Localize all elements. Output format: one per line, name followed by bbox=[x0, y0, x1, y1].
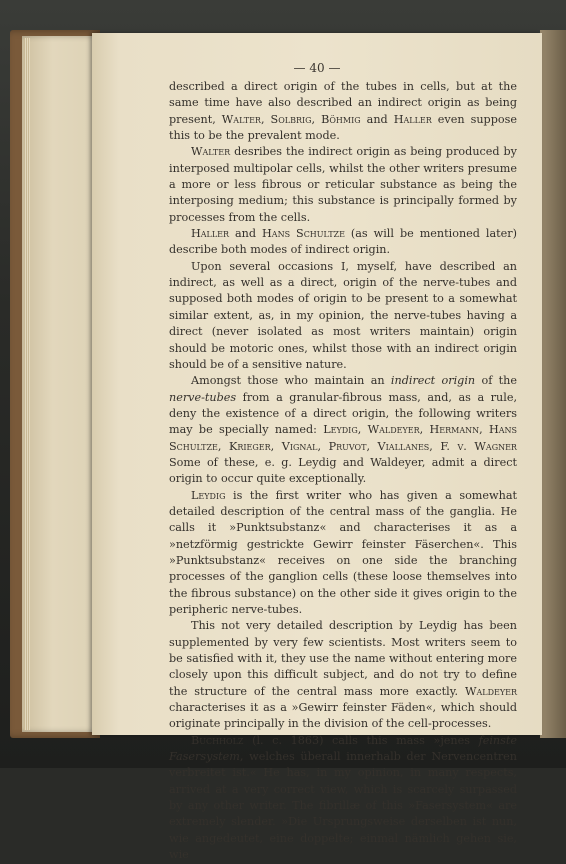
author-name: Waldeyer bbox=[465, 684, 517, 698]
author-name: Hans Schultze bbox=[169, 423, 518, 453]
text-run: , bbox=[429, 439, 441, 453]
paragraph bbox=[169, 618, 517, 732]
author-name: Viallanes bbox=[377, 439, 430, 453]
author-name: Böhmig bbox=[321, 112, 361, 126]
text-run: of the bbox=[475, 374, 517, 388]
author-name: Leydig bbox=[323, 423, 358, 437]
text-run: , bbox=[357, 423, 368, 437]
text-run: , bbox=[217, 439, 230, 453]
text-run: , bbox=[311, 112, 322, 126]
page-number: — 40 — bbox=[293, 61, 341, 75]
text-run: described a direct origin of the tubes in cells, but at the same time have also described an indirect origin as being present, bbox=[169, 80, 517, 126]
text-run: and bbox=[360, 112, 394, 126]
emphasis-text: indirect origin bbox=[390, 374, 476, 388]
paragraph bbox=[169, 226, 517, 259]
paragraph bbox=[169, 259, 517, 373]
author-name: Walter bbox=[191, 145, 231, 159]
text-run: , bbox=[419, 423, 430, 437]
text-run: , bbox=[366, 439, 378, 453]
book-page bbox=[92, 33, 542, 862]
paragraph bbox=[169, 144, 517, 226]
text-run: This not very detailed description by Leydig has been supplemented by very few scientists. Most writers seem to be satisfied with it, they use the name without entering more closely upon this difficult subject, and do not try to define the structure of the central mass more exactly. bbox=[169, 619, 517, 698]
right-page-edge bbox=[540, 30, 566, 738]
text-run: even suppose this to be the prevalent mode. bbox=[169, 112, 517, 143]
author-name: Pruvot bbox=[328, 439, 367, 453]
text-run: , bbox=[260, 112, 271, 126]
left-page bbox=[22, 36, 98, 732]
author-name: F. v. Wagner bbox=[440, 439, 517, 453]
text-run: (l. c. 1863) calls this mass »jenes bbox=[243, 733, 479, 747]
text-run: , bbox=[317, 439, 329, 453]
text-run: , welches überall innerhalb der Nervencentren verbreitet ist.« He has, in my opinion, in many respects, arrived at a very correct view, which is scarcely surpassed by any other writer. The fibrillæ of this »Fasersystem« are extremely slender. »Die Ursprungsweise derselben ist nun, wie angedeutet, eine doppelte; einmal nämlich gehen sie, wie bbox=[169, 750, 517, 862]
text-run: Some of these, e. g. Leydig and Waldeyer, admit a direct origin to occur quite exceptionally. bbox=[169, 455, 517, 486]
paragraph bbox=[169, 733, 517, 864]
author-name: Hans Schultze bbox=[262, 227, 345, 241]
emphasis-text: feinste Fasersystem bbox=[169, 733, 517, 764]
author-name: Buchholz bbox=[191, 733, 244, 747]
text-run: , bbox=[479, 423, 489, 437]
page-edges bbox=[24, 38, 30, 730]
text-run: Upon several occasions I, myself, have described an indirect, as well as a direct, origin of the nerve-tubes and supposed both modes of origin to be present to a somewhat similar extent, as, in my opinion, the nerve-tubes having a direct (never isolated as most writers maintain) origin should be motoric ones, whilst those with an indirect origin should be of a sensitive nature. bbox=[169, 259, 517, 371]
text-run: desribes the indirect origin as being produced by interposed multipolar cells, whilst the other writers presume a more or less fibrous or reticular substance as being the interposing medium; this substance is principally formed by processes from the cells. bbox=[169, 145, 517, 224]
author-name: Hermann bbox=[429, 423, 480, 437]
author-name: Solbrig bbox=[270, 112, 312, 126]
text-run: characterises it as a »Gewirr feinster Fäden«, which should originate principally in the division of the cell-processes. bbox=[169, 701, 517, 731]
paragraph bbox=[169, 373, 517, 487]
paragraph bbox=[169, 79, 517, 144]
paragraph bbox=[169, 488, 517, 619]
author-name: Walter bbox=[221, 112, 261, 126]
text-run: Amongst those who maintain an bbox=[191, 374, 391, 388]
emphasis-text: nerve-tubes bbox=[169, 390, 237, 404]
author-name: Krieger bbox=[229, 439, 271, 453]
text-run: , bbox=[270, 439, 282, 453]
text-run: and bbox=[229, 227, 263, 241]
text-run: (as will be mentioned later) describe both modes of indirect origin. bbox=[169, 227, 517, 257]
author-name: Vignal bbox=[281, 439, 318, 453]
author-name: Haller bbox=[393, 112, 432, 126]
author-name: Waldeyer bbox=[367, 423, 420, 437]
text-run: from a granular-fibrous mass, and, as a rule, deny the existence of a direct origin, the following writers may be specially named: bbox=[169, 390, 517, 437]
text-run: is the first writer who has given a somewhat detailed description of the central mass of the ganglia. He calls it »Punktsubstanz« and characterises it as a »netzförmig gestrickte Gewirr feinster Fäserchen«. This »Punktsubstanz« receives on one side the branching processes of the ganglion cells (these loose themselves into the fibrous substance) on the other side it gives origin to the peripheric nerve-tubes. bbox=[169, 488, 517, 616]
body-text bbox=[169, 79, 517, 864]
author-name: Haller bbox=[191, 227, 230, 241]
author-name: Leydig bbox=[191, 488, 226, 502]
